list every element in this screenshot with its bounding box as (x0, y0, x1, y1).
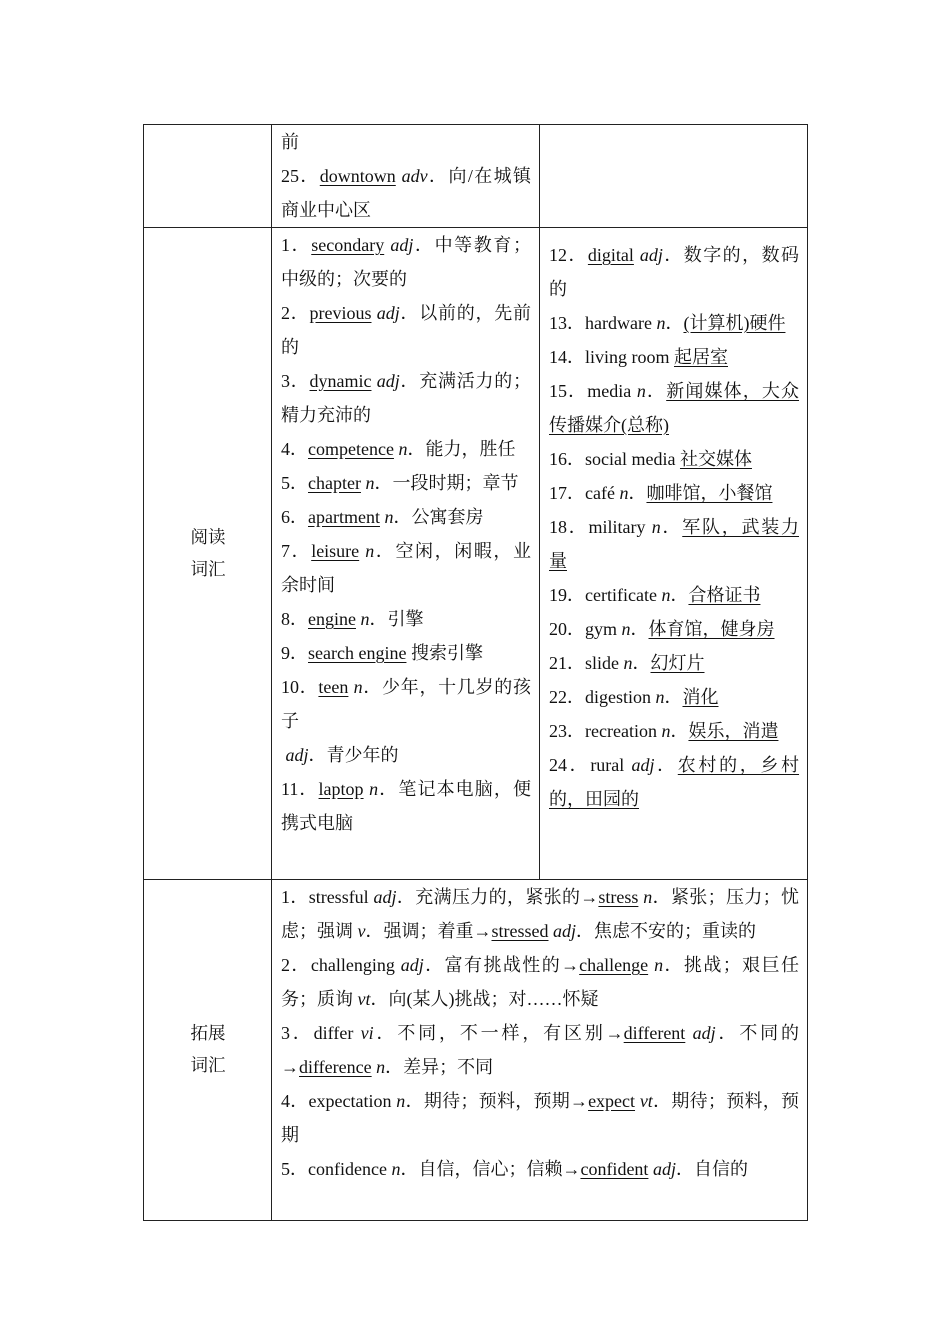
entry-part-of-speech: n (369, 779, 379, 799)
entry-text: ．充满压力的，紧张的→ (396, 887, 599, 907)
entry-number: 20． (549, 619, 585, 639)
extension-entry (281, 880, 799, 948)
entry-text: ．富有挑战性的→ (423, 955, 580, 975)
entry-number: 5． (281, 473, 308, 493)
entry-word: hardware (585, 313, 652, 333)
vocab-entry (281, 738, 531, 772)
entry-part-of-speech: n (619, 483, 629, 503)
entry-word: recreation (585, 721, 657, 741)
entry-text: 1．stressful (281, 887, 374, 907)
entry-word: dynamic (309, 371, 372, 391)
entry-part-of-speech: n (655, 687, 665, 707)
entry-word: search engine (308, 643, 407, 663)
vocab-entry (281, 772, 531, 840)
vocab-entry: 22．digestion n．消化 (549, 687, 719, 707)
entry-number: 14． (549, 347, 585, 367)
vocab-entry (281, 466, 531, 500)
vocab-entry: 15．media n．新闻媒体，大众传播媒介(总称) (549, 381, 800, 435)
vocab-entry: 17．café n．咖啡馆，小餐馆 (549, 483, 773, 503)
vocab-entry (281, 364, 531, 432)
table-row-continuation (144, 125, 808, 228)
continuation-right-cell (540, 125, 808, 228)
entry-part-of-speech: n (654, 955, 664, 975)
vocab-entry (281, 534, 531, 602)
extension-entry (281, 948, 799, 1016)
vocab-entry (281, 125, 531, 159)
entry-meaning: 合格证书 (688, 585, 761, 605)
entry-meaning: 消化 (682, 687, 719, 707)
label-line: 词汇 (190, 1056, 226, 1076)
entry-text (685, 1023, 692, 1043)
entry-part-of-speech: vt (639, 1091, 653, 1111)
entry-word: teen (318, 677, 349, 697)
extension-vocab-cell (272, 880, 808, 1221)
continuation-left-cell (272, 125, 540, 228)
entry-number: 23． (549, 721, 585, 741)
entry-part-of-speech: n (643, 887, 653, 907)
entry-meaning: 搜索引擎 (406, 643, 483, 663)
entry-number: 22． (549, 687, 585, 707)
entry-word: leisure (311, 541, 360, 561)
entry-word: military (588, 517, 646, 537)
entry-part-of-speech: n (391, 1159, 401, 1179)
entry-text: 2．challenging (281, 955, 401, 975)
entry-part-of-speech: adj (639, 245, 663, 265)
table-row-extension-vocab (144, 880, 808, 1221)
vocab-entry: 20．gym n．体育馆，健身房 (549, 619, 775, 639)
entry-word: apartment (308, 507, 380, 527)
entry-word: digestion (585, 687, 651, 707)
entry-number: 24． (549, 755, 591, 775)
label-line: 阅读 (190, 527, 226, 548)
entry-word: certificate (585, 585, 657, 605)
vocab-entry: 21．slide n．幻灯片 (549, 653, 705, 673)
entry-word: living room (585, 347, 670, 367)
entry-word: rural (590, 755, 625, 775)
entry-part-of-speech: n (384, 507, 394, 527)
entry-part-of-speech: n (661, 721, 671, 741)
entry-meaning: 农村的，乡村的，田园的 (549, 755, 800, 809)
entry-word: previous (309, 303, 372, 323)
table-row-reading-vocab (144, 228, 808, 880)
entry-meaning: 社交媒体 (679, 449, 752, 469)
entry-part-of-speech: adj (553, 921, 577, 941)
entry-text: ．差异；不同 (385, 1057, 494, 1077)
entry-number: 17． (549, 483, 585, 503)
extension-entry (281, 1084, 799, 1152)
vocab-entry: 23．recreation n．娱乐，消遣 (549, 721, 779, 741)
vocab-entry (281, 500, 531, 534)
entry-meaning: ．笔记本电脑，便携式电脑 (281, 779, 531, 833)
derived-word: difference (299, 1057, 372, 1077)
entry-number: 3． (281, 371, 310, 391)
entry-word: slide (585, 653, 619, 673)
entry-meaning: ．一段时期；章节 (374, 473, 519, 493)
entry-meaning: 军队，武装力量 (549, 517, 799, 571)
entry-number: 16． (549, 449, 585, 469)
entry-part-of-speech: adj (631, 755, 655, 775)
entry-meaning: ．充满活力的；精力充沛的 (281, 371, 531, 425)
entry-meaning: 咖啡馆，小餐馆 (646, 483, 773, 503)
entry-word: media (587, 381, 632, 401)
entry-part-of-speech: adj (390, 235, 414, 255)
entry-word: café (585, 483, 615, 503)
vocab-entry (549, 238, 799, 306)
entry-number: 10． (281, 677, 319, 697)
entry-word: laptop (318, 779, 364, 799)
entry-part-of-speech: adj (285, 745, 309, 765)
reading-vocab-right-cell (540, 228, 808, 880)
entry-text: ．紧张；压力；忧虑；强调 (281, 887, 800, 941)
reading-vocab-left-cell (272, 228, 540, 880)
entry-text: ．期待；预料，预期 (281, 1091, 800, 1145)
entry-meaning: ．青少年的 (308, 745, 399, 765)
vocab-entry (281, 636, 531, 670)
vocab-entry (281, 432, 531, 466)
entry-part-of-speech: n (376, 1057, 386, 1077)
entry-text: ．期待；预料，预期→ (405, 1091, 589, 1111)
entry-text: 4．expectation (281, 1091, 397, 1111)
entry-number: 7． (281, 541, 312, 561)
entry-word: downtown (319, 166, 396, 186)
vocab-entry: 19．certificate n．合格证书 (549, 585, 761, 605)
entry-part-of-speech: adj (376, 303, 400, 323)
extension-entry (281, 1152, 799, 1186)
entry-number: 1． (281, 235, 312, 255)
entry-meaning: 新闻媒体，大众传播媒介(总称) (549, 381, 800, 435)
entry-number: 15． (549, 381, 588, 401)
vocab-entry: 18．military n．军队，武装力量 (549, 517, 799, 571)
derived-word: stress (598, 887, 639, 907)
entry-number: 25． (281, 166, 320, 186)
vocab-entry (281, 670, 531, 738)
entry-text: ．强调；着重→ (365, 921, 492, 941)
entry-part-of-speech: adj (376, 371, 400, 391)
entry-part-of-speech: n (651, 517, 661, 537)
entry-part-of-speech: n (360, 609, 370, 629)
entry-meaning: ．空闲，闲暇，业余时间 (281, 541, 532, 595)
vocab-entry (281, 159, 531, 227)
entry-text: ．自信，信心；信赖→ (400, 1159, 581, 1179)
entry-number: 9． (281, 643, 308, 663)
entry-part-of-speech: n (353, 677, 363, 697)
entry-part-of-speech: n (365, 473, 375, 493)
entry-word: gym (585, 619, 618, 639)
entry-word: secondary (311, 235, 385, 255)
vocab-entry: 24．rural adj．农村的，乡村的，田园的 (549, 755, 800, 809)
entry-text: 3．differ (281, 1023, 361, 1043)
entry-part-of-speech: n (661, 585, 671, 605)
vocab-entry (549, 340, 799, 374)
vocab-entry (281, 228, 531, 296)
entry-number: 6． (281, 507, 308, 527)
entry-number: 21． (549, 653, 585, 673)
entry-meaning: ．数字的，数码的 (549, 245, 800, 299)
entry-meaning: 体育馆，健身房 (648, 619, 775, 639)
row-label-empty (144, 125, 272, 228)
entry-text: ．向(某人)挑战；对……怀疑 (370, 989, 599, 1009)
entry-part-of-speech: adv (401, 166, 428, 186)
entry-meaning: ．向/在城镇商业中心区 (281, 166, 531, 220)
vocab-entry (549, 442, 799, 476)
entry-text: 5．confidence (281, 1159, 392, 1179)
entry-number: 11． (281, 779, 319, 799)
vocab-entry (281, 602, 531, 636)
entry-text: ．自信的 (675, 1159, 748, 1179)
entry-text: 前 (281, 132, 299, 152)
entry-meaning: ．少年，十几岁的孩子 (281, 677, 532, 731)
reading-vocab-label (144, 228, 272, 880)
extension-entry (281, 1016, 799, 1084)
label-line: 词汇 (190, 559, 226, 580)
entry-number: 2． (281, 303, 310, 323)
entry-text: ．不同的→ (281, 1023, 800, 1077)
entry-word: social media (585, 449, 676, 469)
entry-text: ．挑战；艰巨任务；质询 (281, 955, 800, 1009)
entry-meaning: ．中等教育；中级的；次要的 (281, 235, 532, 289)
entry-part-of-speech: n (365, 541, 375, 561)
entry-part-of-speech: vi (360, 1023, 374, 1043)
entry-part-of-speech: n (656, 313, 666, 333)
entry-part-of-speech: adj (373, 887, 397, 907)
entry-meaning: ．引擎 (369, 609, 424, 629)
derived-word: confident (580, 1159, 649, 1179)
entry-word: chapter (308, 473, 361, 493)
entry-number: 19． (549, 585, 585, 605)
entry-part-of-speech: n (398, 439, 408, 459)
entry-part-of-speech: adj (692, 1023, 716, 1043)
entry-part-of-speech: n (621, 619, 631, 639)
entry-part-of-speech: adj (400, 955, 424, 975)
entry-meaning: 娱乐，消遣 (688, 721, 779, 741)
entry-number: 4． (281, 439, 308, 459)
vocab-entry (281, 296, 531, 364)
vocab-entry: 13．hardware n．(计算机)硬件 (549, 313, 786, 333)
entry-meaning: ．以前的，先前的 (281, 303, 532, 357)
entry-number: 12． (549, 245, 588, 265)
extension-vocab-label (144, 880, 272, 1221)
vocabulary-table (143, 124, 808, 1221)
derived-word: stressed (491, 921, 549, 941)
entry-part-of-speech: n (396, 1091, 406, 1111)
entry-meaning: ．能力，胜任 (407, 439, 516, 459)
entry-word: competence (308, 439, 394, 459)
entry-meaning: (计算机)硬件 (683, 313, 786, 333)
entry-meaning: ．公寓套房 (393, 507, 484, 527)
derived-word: challenge (579, 955, 649, 975)
entry-word: digital (587, 245, 634, 265)
entry-meaning: 起居室 (674, 347, 728, 367)
entry-part-of-speech: vt (357, 989, 371, 1009)
entry-part-of-speech: v (357, 921, 366, 941)
entry-number: 18． (549, 517, 589, 537)
entry-number: 13． (549, 313, 585, 333)
entry-part-of-speech: adj (652, 1159, 676, 1179)
label-line: 拓展 (190, 1024, 226, 1044)
entry-part-of-speech: n (623, 653, 633, 673)
entry-text: ．不同，不一样，有区别→ (373, 1023, 624, 1043)
entry-meaning: 幻灯片 (650, 653, 705, 673)
entry-part-of-speech: n (636, 381, 646, 401)
derived-word: expect (588, 1091, 636, 1111)
derived-word: different (623, 1023, 686, 1043)
entry-text: ．焦虑不安的；重读的 (576, 921, 757, 941)
entry-word: engine (308, 609, 356, 629)
entry-number: 8． (281, 609, 308, 629)
